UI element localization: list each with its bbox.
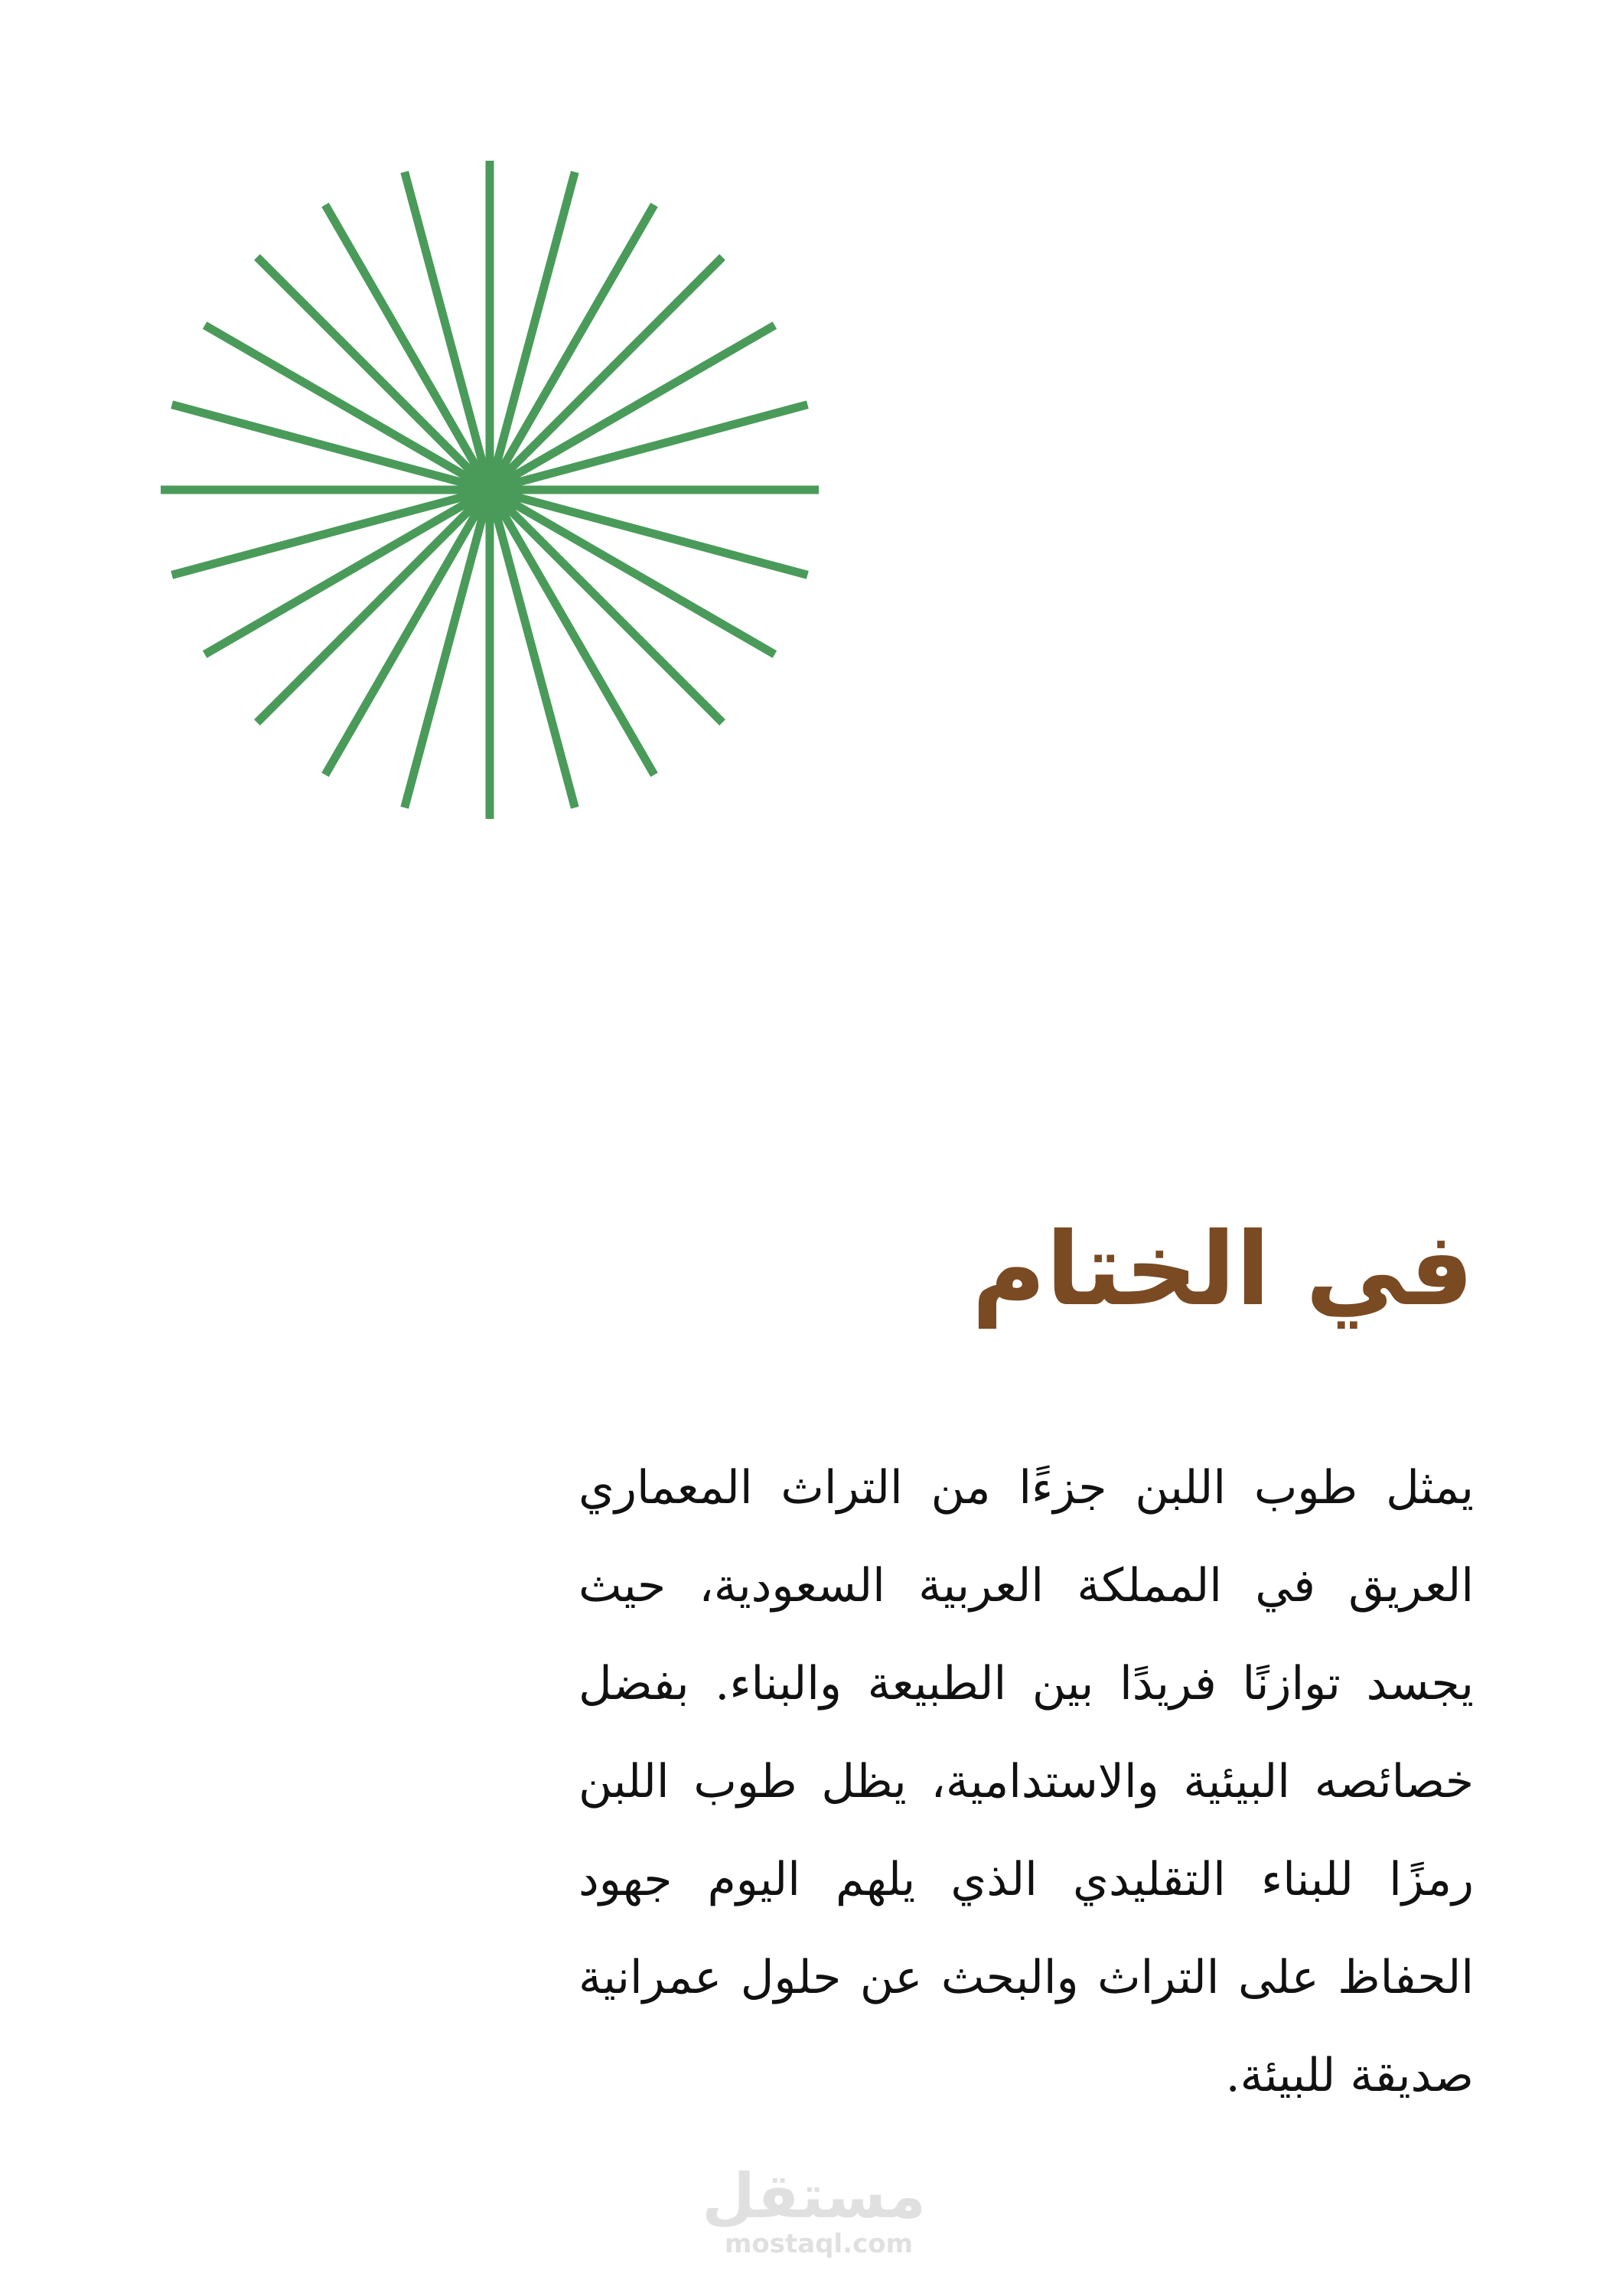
sunburst-center (470, 470, 510, 510)
watermark-arabic: مستقل (702, 2161, 926, 2232)
sunburst-icon (161, 161, 819, 819)
mostaql-watermark (702, 2161, 926, 2259)
page-title: في الختام (971, 1211, 1474, 1329)
body-paragraph: يمثل طوب اللبن جزءًا من التراث المعماري العريق في المملكة العربية السعودية، حيث يجسد توازنًا فريدًا بين الطبيعة والبناء. بفضل خصائصه البيئية والاستدامية، يظل طوب اللبن رمزًا للبناء التقليدي الذي يلهم اليوم جهود الحفاظ على التراث والبحث عن حلول عمرانية صديقة للبيئة. (578, 1461, 1474, 2102)
watermark-latin: mostaql.com (724, 2229, 914, 2259)
